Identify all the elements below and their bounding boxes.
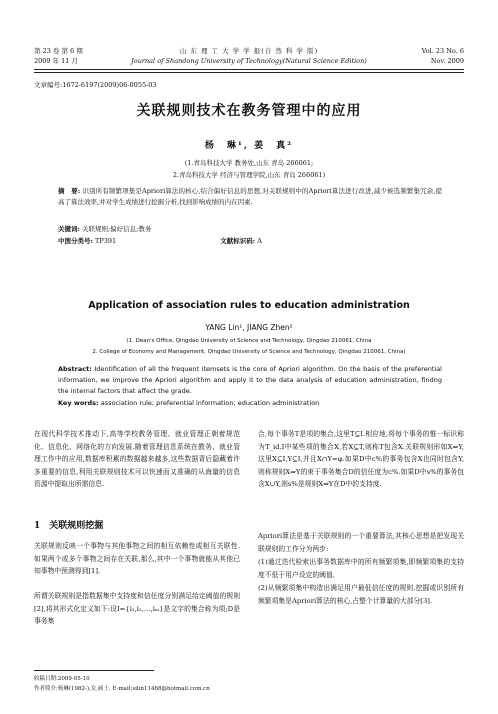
right-paragraph-3: (1)通过迭代检索出事务数据库中的所有频繁项集,即频繁项集的支持度不低于用户设定的阈值. (258, 558, 464, 579)
authors-en: YANG Lin¹, JIANG Zhen² (205, 323, 293, 332)
affiliation-cn-2: 2.青岛科技大学 经济与管理学院,山东 青岛 266061) (172, 171, 326, 179)
right-paragraph-1: 合,每个事务T是项的集合,这里T⊆I.相应地,将每个事务的惟一标识称为T_id.I中某些项的集合X,若X⊆T,则称T包含X.关联规则形如X⇒Y,这里X⊆I,Y⊆I,并且X∩Y=φ.如果D中c%的事务包含X也同时包含Y,则称规则X⇒Y的束于事务集合D的信任度为c%.如果D中s%的事务包含X∪Y,则s%是规则X⇒Y在D中的支持度. (258, 430, 464, 488)
received-date: 收稿日期:2009-05-10 (34, 676, 90, 682)
author-info: 作者简介:杨琳(1982-),女,硕士. E-mail:silin11468@hotmail.com.cn (34, 686, 210, 692)
journal-name-cn: 山 东 理 工 大 学 学 报(自 然 科 学 版) (179, 47, 319, 55)
abstract-cn (58, 186, 442, 208)
section-1-heading: 1 关联规则挖掘 (34, 521, 104, 531)
keywords-en-text: association rule; preferential information; education administration (100, 399, 320, 407)
volume-issue-en: Vol. 23 No. 6 (421, 47, 464, 55)
keywords-en (58, 398, 442, 409)
article-number: 文章编号:1672-6197(2009)06-0055-03 (34, 81, 157, 89)
clc-label: 中图分类号: (58, 237, 93, 245)
doc-code-label: 文献标识码: (220, 237, 256, 245)
header-rule-top (34, 69, 464, 70)
authors-cn: 杨 琳¹, 姜 真² (204, 141, 294, 151)
intro-paragraph: 在现代科学技术推动下,高等学校教务管理、就业管理正朝着规范化、信息化、网络化的方向发展.随着管理信息系统在教务、就业管理工作中的应用,数据库积累的数据越来越多,这些数据背后隐藏着许多重要的信息,利用关联规则技术可以快速而又准确的从海量的信息资源中提取出所需信息. (34, 430, 240, 488)
footnote-rule (34, 670, 154, 671)
keywords-cn-text: 关联规则;偏好信息;教务 (81, 225, 152, 233)
affiliation-en-2: 2. College of Economy and Management, Qingdao University of Science and Technology, Qingdao 210061, China) (92, 349, 406, 355)
keywords-en-label: Key words: (58, 399, 99, 407)
abstract-en-text: Identification of all the frequent itemsets is the core of Apriori algorithm. On the basis of the preferential information, we improve the Apriori algorithm and apply it to the data analysis of education administration, findng the internal factors that affect the grade. (58, 365, 442, 395)
header-rule-bottom (34, 72, 464, 73)
abstract-en-label: Abstract: (58, 365, 92, 373)
footnote (34, 674, 210, 694)
classification-line (58, 236, 442, 247)
keywords-cn (58, 224, 442, 235)
keywords-cn-label: 关键词: (58, 225, 80, 233)
right-paragraph-2: Apriori算法是基于关联规则的一个重要算法,其核心思想是把发现关联规则的工作分为两步: (258, 532, 464, 553)
date-cn: 2009 年 11 月 (34, 57, 79, 65)
paper-title-en: Application of association rules to education administration (88, 300, 410, 311)
volume-issue-cn: 第 23 卷 第 6 期 (34, 47, 83, 55)
abstract-cn-label: 摘 要: (58, 187, 81, 195)
running-header-right (422, 46, 464, 66)
affiliation-cn-1: (1.青岛科技大学 教务处,山东 青岛 266061; (184, 159, 314, 167)
abstract-en (58, 364, 442, 397)
section-1-paragraph-2: 所谓关联规则是指数据集中支持度和信任度分别满足给定阈值的规则[2],将其形式化定义如下:设I={i₁,i₂,…,iₘ}是文字的集合称为项;D是事务集 (34, 592, 240, 625)
right-paragraph-4: (2)从频繁项集中构造出满足用户最低信任度的规则.挖掘或识别所有频繁项集是Apriori算法的核心,占整个计算量的大部分[3]. (258, 584, 464, 605)
paper-title-cn: 关联规则技术在教务管理中的应用 (136, 103, 362, 119)
affiliation-en-1: (1. Dean's Office, Qingdao University of Science and Technology, Qingdao 210061, China (126, 338, 372, 344)
abstract-cn-text: 识别所有频繁项集是Apriori算法的核心,结合偏好信息的思想,对关联规则中的Apriori算法进行改进,减少候选频繁集冗余,提高了算法效率,并对学生成绩进行挖掘分析,找到影响成绩的内在因素. (58, 187, 442, 206)
doc-code-value: A (257, 237, 262, 245)
section-1-paragraph-1: 关联规则反映一个事物与其他事物之间的相互依赖性或相互关联性.如果两个或多个事物之间存在关联,那么,其中一个事物就能从其他已知事物中预测得到[1]. (34, 542, 240, 575)
date-en: Nov. 2009 (430, 57, 464, 65)
journal-name-en: Journal of Shandong University of Technology(Natural Science Edition) (131, 57, 367, 65)
clc-value: TP391 (94, 237, 117, 245)
